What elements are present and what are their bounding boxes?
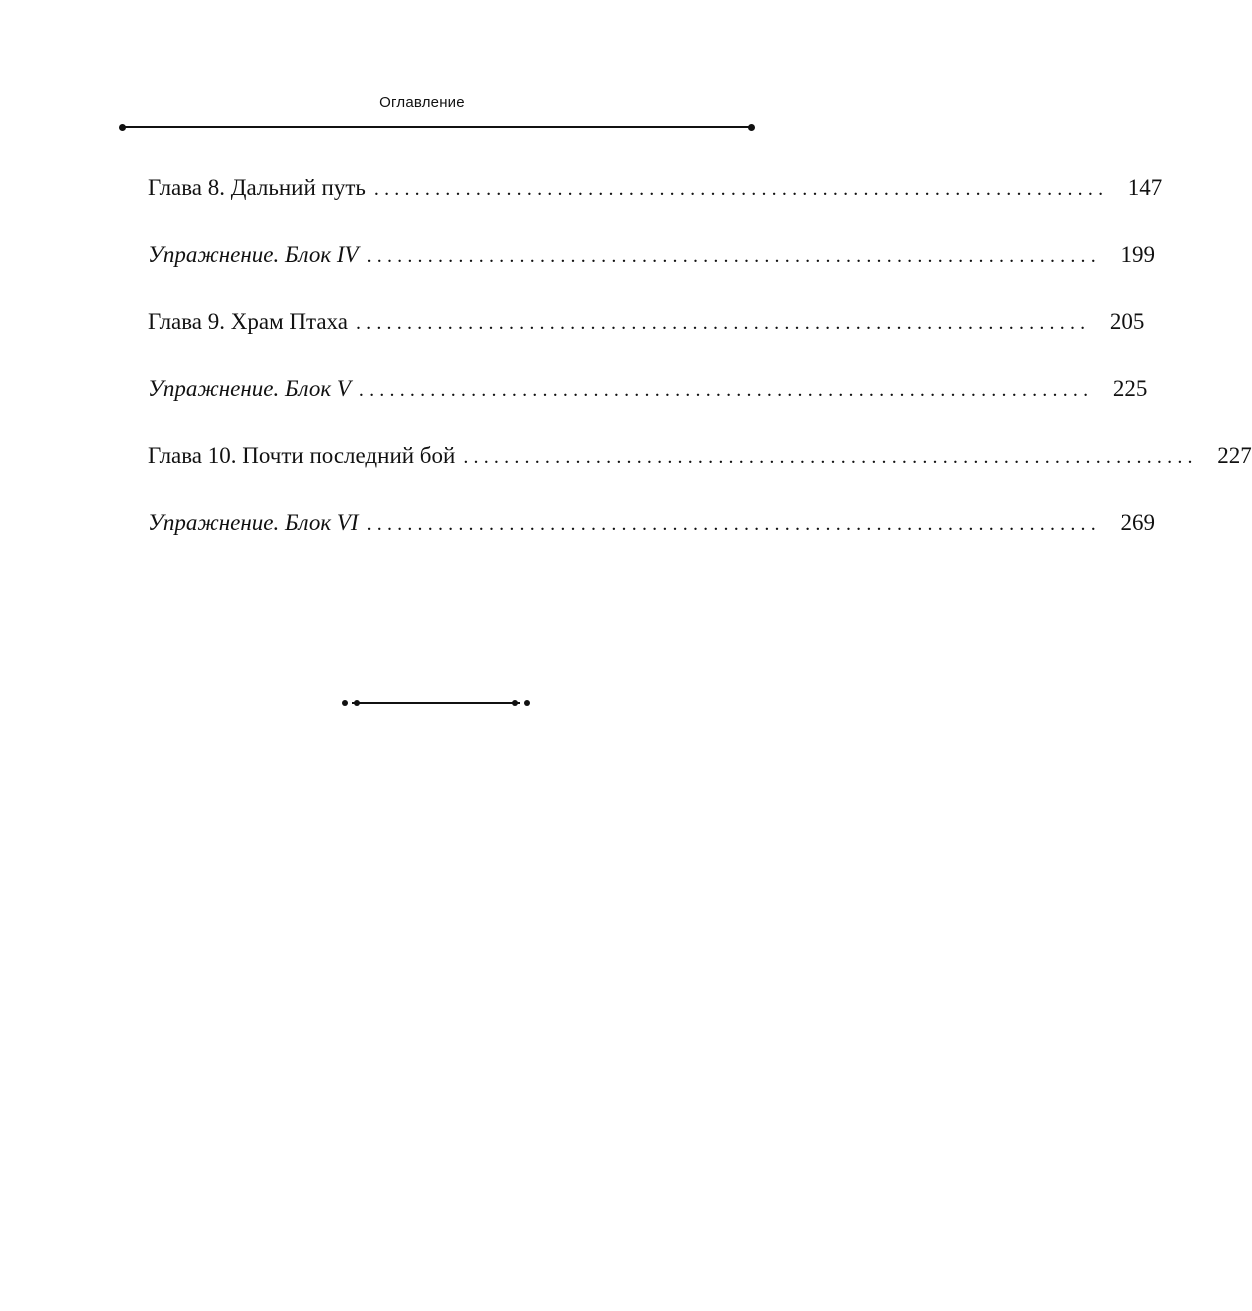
toc-entry-page: 147 [1127,175,1163,200]
header-rule [120,124,754,130]
dot-leader: ........................................................................ [463,446,1198,468]
rule-line [124,126,750,128]
toc-entry[interactable] [148,235,1155,302]
rule-end-dot [748,124,755,131]
ornament-dot [342,700,348,706]
dot-leader: ........................................................................ [366,245,1101,267]
toc-entry[interactable] [148,503,1155,570]
toc-entry[interactable] [148,436,1252,503]
toc-entry-page: 199 [1120,242,1155,267]
toc-entry-title: Глава 9. Храм Птаха [148,309,348,334]
toc-entry[interactable] [148,302,1145,369]
dot-leader: ........................................................................ [366,513,1101,535]
dot-leader: ........................................................................ [373,178,1109,200]
toc-entry-title: Глава 8. Дальний путь [148,175,366,200]
toc-entry-title: Упражнение. Блок VI [148,510,359,535]
toc-entry-title: Упражнение. Блок V [148,376,351,401]
toc-entry-page: 205 [1109,309,1145,334]
toc-entry-page: 269 [1120,510,1155,535]
ornament-line [352,702,520,704]
toc-entry[interactable] [148,369,1148,436]
ornament-dot [512,700,518,706]
toc-entry-page: 227 [1217,443,1252,468]
end-ornament [342,699,530,707]
table-of-contents [148,168,1252,570]
dot-leader: ........................................................................ [355,312,1091,334]
running-head: Оглавление [379,94,465,111]
toc-entry-page: 225 [1112,376,1148,401]
dot-leader: ........................................................................ [358,379,1094,401]
toc-entry[interactable] [148,168,1163,235]
ornament-dot [524,700,530,706]
toc-entry-title: Упражнение. Блок IV [148,242,359,267]
toc-entry-title: Глава 10. Почти последний бой [148,443,456,468]
